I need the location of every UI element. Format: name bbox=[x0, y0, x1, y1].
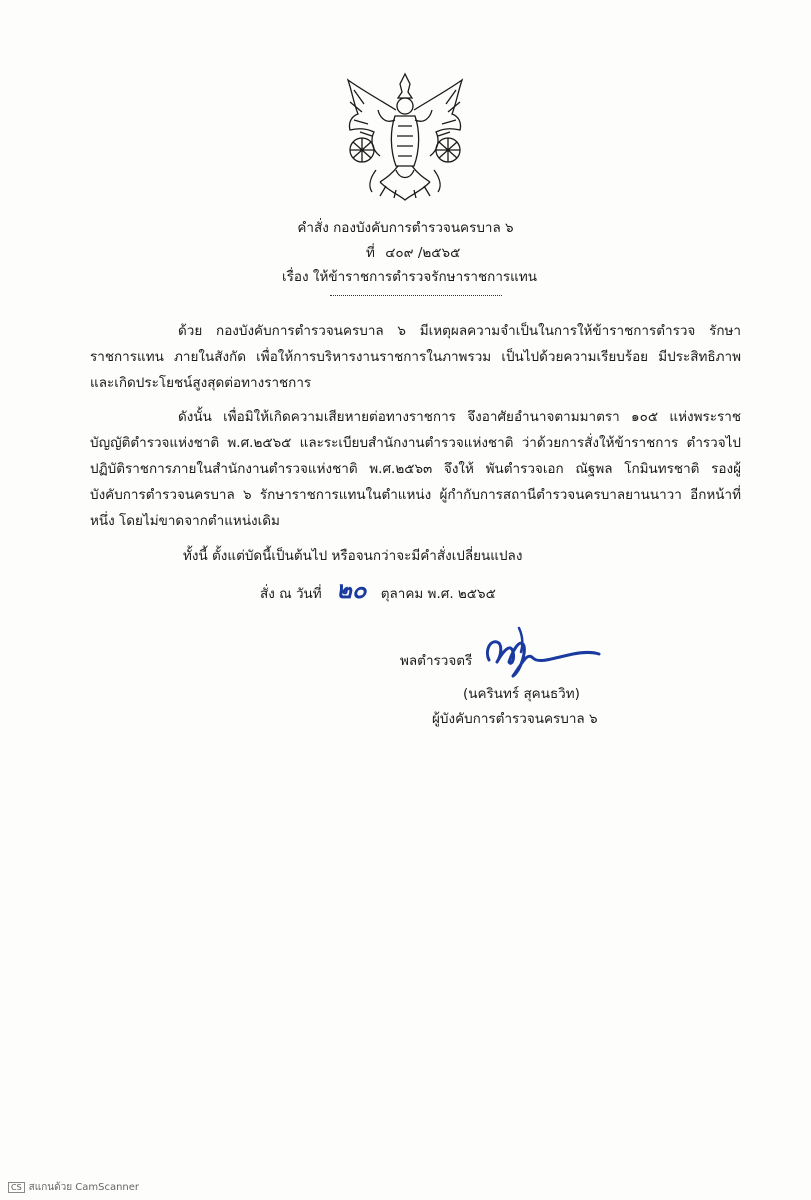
date-prefix: สั่ง ณ วันที่ bbox=[260, 586, 322, 602]
divider bbox=[330, 295, 502, 296]
order-title: คำสั่ง กองบังคับการตำรวจนครบาล ๖ bbox=[297, 220, 514, 236]
paragraph-2 bbox=[90, 404, 741, 534]
scanner-text: สแกนด้วย CamScanner bbox=[28, 1182, 140, 1193]
signer-rank: พลตำรวจตรี bbox=[400, 653, 473, 669]
paragraph-3: ทั้งนี้ ตั้งแต่บัดนี้เป็นต้นไป หรือจนกว่าจะมีคำสั่งเปลี่ยนแปลง bbox=[183, 548, 523, 564]
signer-position: ผู้บังคับการตำรวจนครบาล ๖ bbox=[432, 711, 598, 727]
order-number bbox=[366, 244, 460, 262]
paragraph-2-text: ดังนั้น เพื่อมิให้เกิดความเสียหายต่อทางราชการ จึงอาศัยอำนาจตามมาตรา ๑๐๕ แห่งพระราชบัญญัติตำรวจแห่งชาติ พ.ศ.๒๕๖๕ และระเบียบสำนักงานตำรวจแห่งชาติ ว่าด้วยการสั่งให้ข้าราชการ ตำรวจไปปฏิบัติราชการภายในสำนักงานตำรวจแห่งชาติ พ.ศ.๒๕๖๓ จึงให้ พันตำรวจเอก ณัฐพล โกมินทรชาติ รองผู้บังคับการตำรวจนครบาล ๖ รักษาราชการแทนในตำแหน่ง ผู้กำกับการสถานีตำรวจนครบาลยานนาวา อีกหน้าที่หนึ่ง โดยไม่ขาดจากตำแหน่งเดิม bbox=[90, 409, 741, 529]
paragraph-1 bbox=[90, 318, 741, 396]
camscanner-logo-icon: CS bbox=[8, 1182, 25, 1193]
signer-name: (นครินทร์ สุคนธวิท) bbox=[463, 686, 580, 702]
paragraph-1-text: ด้วย กองบังคับการตำรวจนครบาล ๖ มีเหตุผลความจำเป็นในการให้ข้าราชการตำรวจ รักษาราชการแทน ภายในสังกัด เพื่อให้การบริหารงานราชการในภาพรวม เป็นไปด้วยความเรียบร้อย มีประสิทธิภาพ และเกิดประโยชน์สูงสุดต่อทางราชการ bbox=[90, 323, 741, 391]
order-number-value: ๔๐๙ /๒๕๖๕ bbox=[385, 245, 461, 261]
garuda-emblem-icon bbox=[340, 70, 470, 202]
date-day: ๒๐ bbox=[335, 575, 367, 604]
order-number-prefix: ที่ bbox=[366, 245, 375, 261]
date-suffix: ตุลาคม พ.ศ. ๒๕๖๕ bbox=[380, 586, 496, 602]
order-date bbox=[260, 575, 496, 607]
handwritten-signature-icon bbox=[483, 622, 603, 682]
subject: เรื่อง ให้ข้าราชการตำรวจรักษาราชการแทน bbox=[282, 269, 537, 285]
scanner-watermark bbox=[8, 1180, 139, 1195]
